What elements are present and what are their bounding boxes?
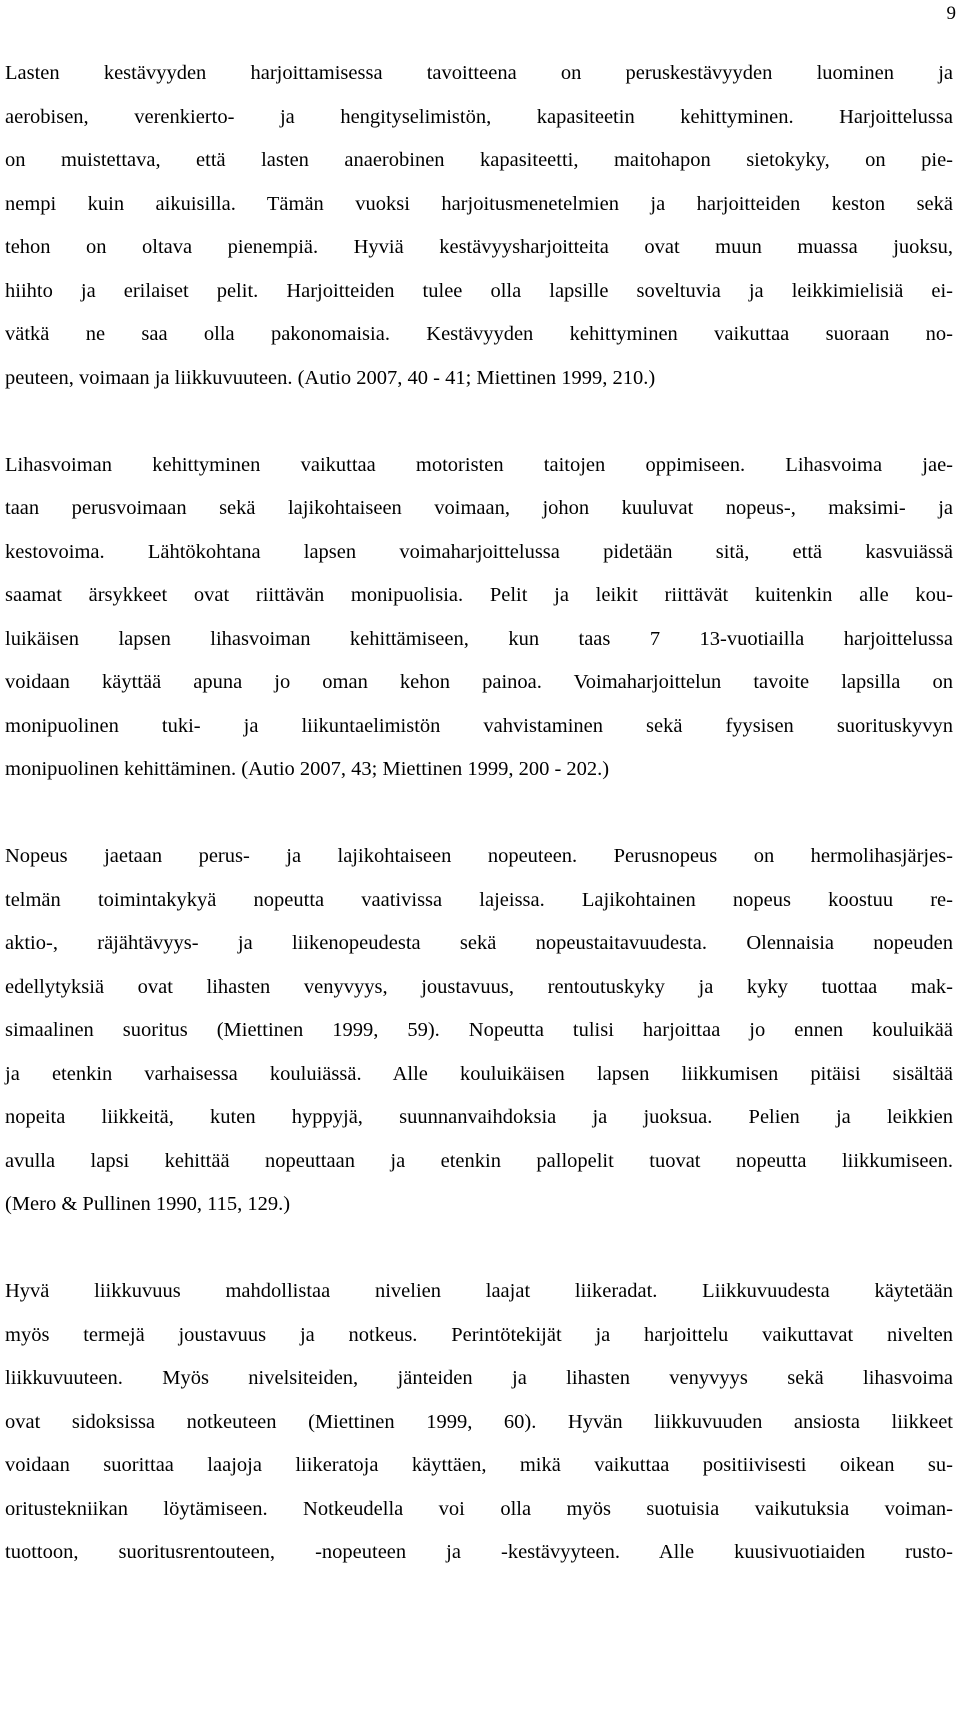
paragraph-endurance [5,52,953,400]
page-number: 9 [946,3,956,24]
text-line: monipuolinen tuki- ja liikuntaelimistön vahvistaminen sekä fyysisen suorituskyvyn [5,714,953,737]
text-line: Lihasvoiman kehittyminen vaikuttaa motoristen taitojen oppimiseen. Lihasvoima jae- [5,453,953,476]
text-line: Nopeus jaetaan perus- ja lajikohtaiseen nopeuteen. Perusnopeus on hermolihasjärjes- [5,845,953,867]
text-line: vätkä ne saa olla pakonomaisia. Kestävyyden kehittyminen vaikuttaa suoraan no- [5,323,953,345]
text-line: avulla lapsi kehittää nopeuttaan ja etenkin pallopelit tuovat nopeutta liikkumiseen. [5,1149,953,1172]
text-line: saamat ärsykkeet ovat riittävän monipuolisia. Pelit ja leikit riittävät kuitenkin alle kou- [5,584,953,606]
text-line: on muistettava, että lasten anaerobinen kapasiteetti, maitohapon sietokyky, on pie- [5,149,953,171]
text-line: (Mero & Pullinen 1990, 115, 129.) [5,1193,291,1215]
text-line: luikäisen lapsen lihasvoiman kehittämiseen, kun taas 7 13-vuotiailla harjoittelussa [5,627,953,650]
text-line: voidaan suorittaa laajoja liikeratoja käyttäen, mikä vaikuttaa positiivisesti oikean su- [5,1454,953,1476]
text-line: liikkuvuuteen. Myös nivelsiteiden, jänteiden ja lihasten venyvyys sekä lihasvoima [5,1367,953,1389]
text-line: ovat sidoksissa notkeuteen (Miettinen 1999, 60). Hyvän liikkuvuuden ansiosta liikkeet [5,1410,953,1433]
text-line: peuteen, voimaan ja liikkuvuuteen. (Autio 2007, 40 - 41; Miettinen 1999, 210.) [5,366,656,389]
text-line: Hyvä liikkuvuus mahdollistaa nivelien laajat liikeradat. Liikkuvuudesta käytetään [5,1280,953,1302]
text-line: kestovoima. Lähtökohtana lapsen voimaharjoittelussa pidetään sitä, että kasvuiässä [5,540,953,563]
text-line: edellytyksiä ovat lihasten venyvyys, joustavuus, rentoutuskyky ja kyky tuottaa mak- [5,975,953,998]
text-line: telmän toimintakykyä nopeutta vaativissa lajeissa. Lajikohtainen nopeus koostuu re- [5,888,953,911]
text-line: aktio-, räjähtävyys- ja liikenopeudesta sekä nopeustaitavuudesta. Olennaisia nopeuden [5,932,953,954]
text-line: voidaan käyttää apuna jo oman kehon painoa. Voimaharjoittelun tavoite lapsilla on [5,671,953,693]
text-line: simaalinen suoritus (Miettinen 1999, 59). Nopeutta tulisi harjoittaa jo ennen kouluikää [5,1019,953,1041]
text-line: oritustekniikan löytämiseen. Notkeudella voi olla myös suotuisia vaikutuksia voiman- [5,1497,953,1520]
text-line: hiihto ja erilaiset pelit. Harjoitteiden tulee olla lapsille soveltuvia ja leikkimielisiä ei- [5,279,953,302]
paragraph-flexibility [5,1270,953,1575]
text-line: Lasten kestävyyden harjoittamisessa tavoitteena on peruskestävyyden luominen ja [5,62,953,84]
text-line: tuottoon, suoritusrentouteen, -nopeuteen ja -kestävyyteen. Alle kuusivuotiaiden rusto- [5,1541,953,1563]
paragraph-strength [5,444,953,792]
text-line: tehon on oltava pienempiä. Hyviä kestävyysharjoitteita ovat muun muassa juoksu, [5,236,953,258]
paragraph-speed [5,835,953,1227]
text-line: ja etenkin varhaisessa kouluiässä. Alle kouluikäisen lapsen liikkumisen pitäisi sisältää [5,1062,953,1085]
text-line: aerobisen, verenkierto- ja hengityselimistön, kapasiteetin kehittyminen. Harjoittelussa [5,105,953,128]
text-line: monipuolinen kehittäminen. (Autio 2007, 43; Miettinen 1999, 200 - 202.) [5,758,610,780]
text-line: nempi kuin aikuisilla. Tämän vuoksi harjoitusmenetelmien ja harjoitteiden keston sekä [5,192,953,215]
document-body [5,52,953,1575]
text-line: myös termejä joustavuus ja notkeus. Perintötekijät ja harjoittelu vaikuttavat nivelten [5,1323,953,1346]
text-line: nopeita liikkeitä, kuten hyppyjä, suunnanvaihdoksia ja juoksua. Pelien ja leikkien [5,1106,953,1128]
text-line: taan perusvoimaan sekä lajikohtaiseen voimaan, johon kuuluvat nopeus-, maksimi- ja [5,497,953,519]
